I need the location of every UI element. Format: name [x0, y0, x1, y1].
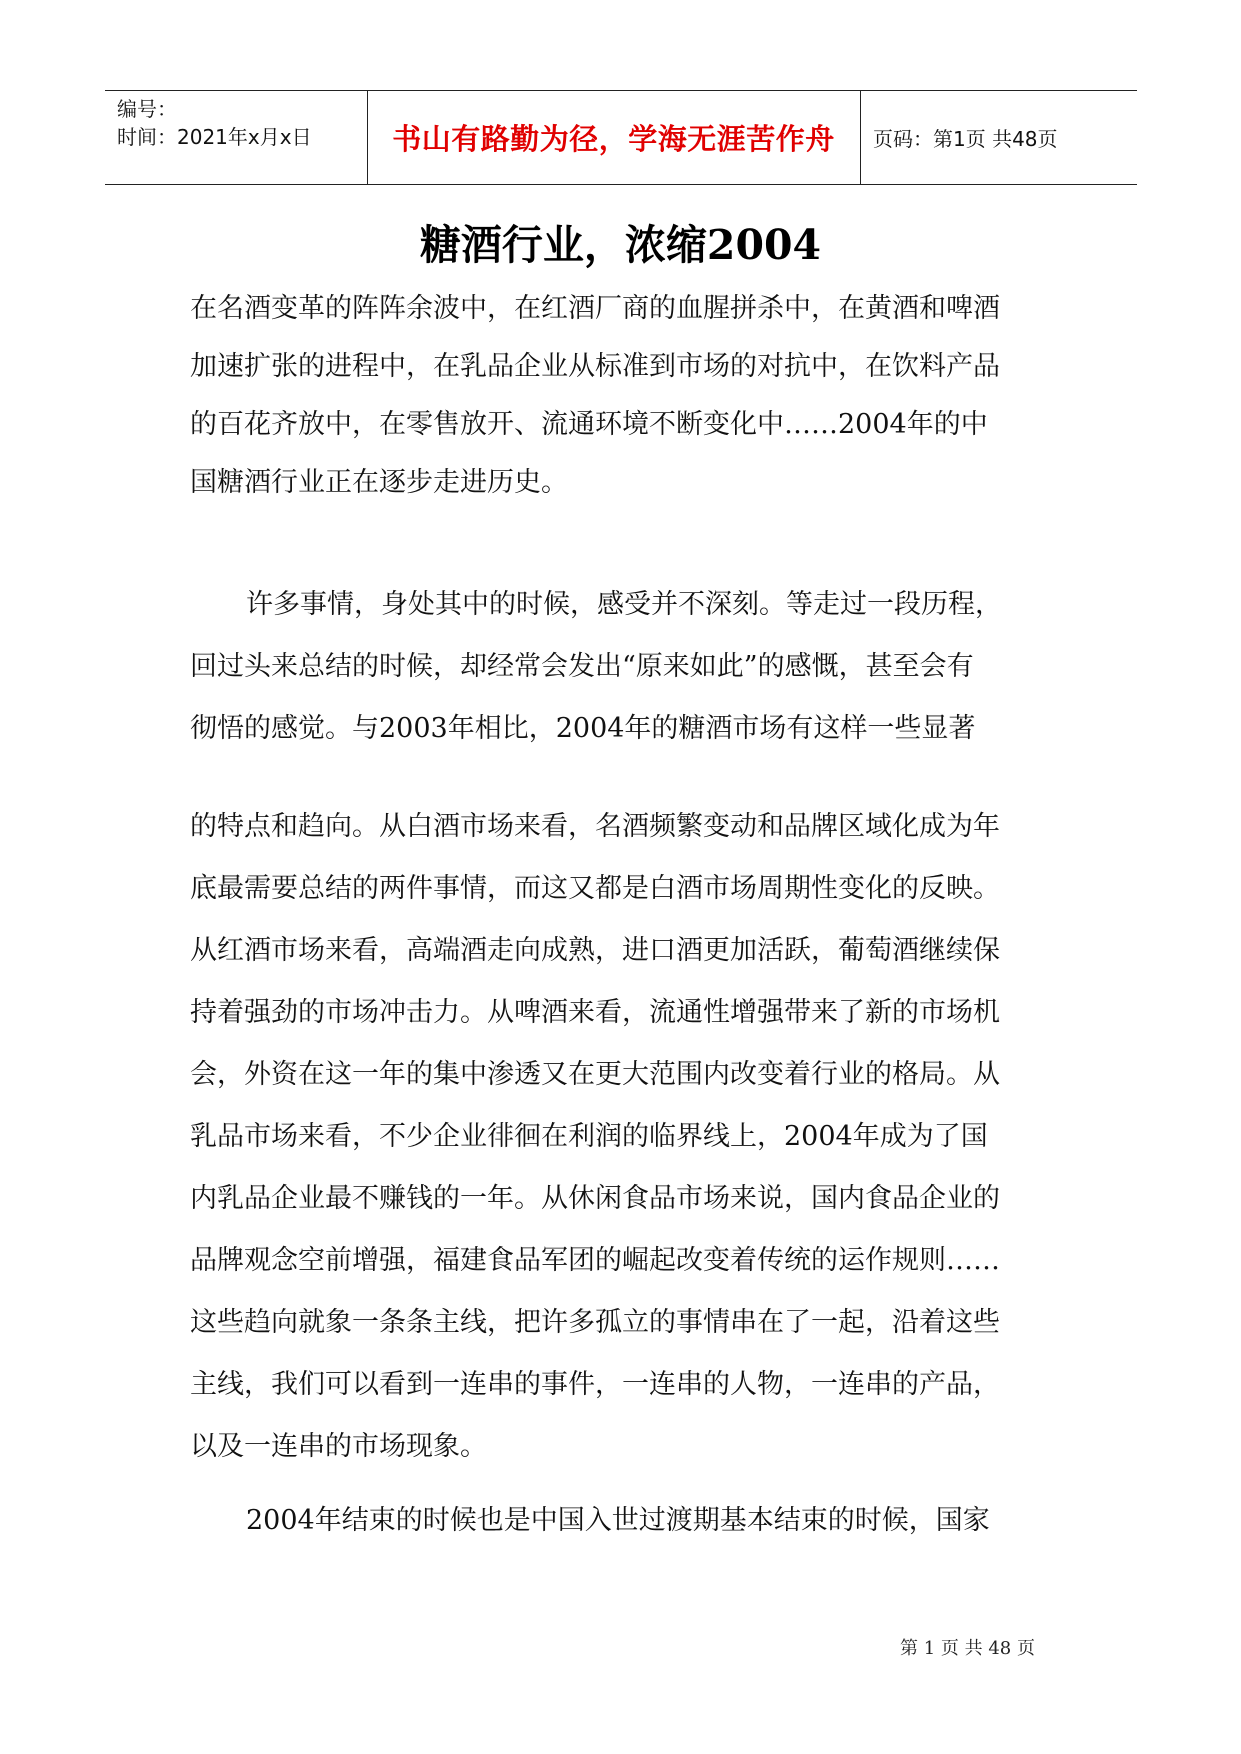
paragraph-line: 的特点和趋向。从白酒市场来看，名酒频繁变动和品牌区域化成为年: [190, 811, 1000, 842]
paragraph-line: 内乳品企业最不赚钱的一年。从休闲食品市场来说，国内食品企业的: [190, 1183, 1000, 1214]
paragraph-line: 回过头来总结的时候，却经常会发出“原来如此”的感慨，甚至会有: [190, 651, 974, 682]
header-motto: 书山有路勤为径，学海无涯苦作舟: [392, 122, 835, 156]
paragraph-line: 品牌观念空前增强，福建食品军团的崛起改变着传统的运作规则……: [190, 1245, 1000, 1276]
paragraph-line: 乳品市场来看，不少企业徘徊在利润的临界线上，2004年成为了国: [190, 1121, 988, 1152]
paragraph-line: 主线，我们可以看到一连串的事件，一连串的人物，一连串的产品，: [190, 1369, 1000, 1400]
paragraph-line: 底最需要总结的两件事情，而这又都是白酒市场周期性变化的反映。: [190, 873, 1000, 904]
paragraph-line: 在名酒变革的阵阵余波中，在红酒厂商的血腥拼杀中，在黄酒和啤酒: [190, 293, 1000, 324]
document-title: 糖酒行业，浓缩2004: [419, 221, 822, 269]
paragraph-line: 2004年结束的时候也是中国入世过渡期基本结束的时候，国家: [246, 1505, 990, 1536]
paragraph-line: 彻悟的感觉。与2003年相比，2004年的糖酒市场有这样一些显著: [190, 713, 976, 744]
serial-number-label: 编号：: [117, 97, 177, 121]
paragraph-line: 这些趋向就象一条条主线，把许多孤立的事情串在了一起，沿着这些: [190, 1307, 1000, 1338]
page-footer: 第 1 页 共 48 页: [900, 1638, 1035, 1659]
paragraph-line: 加速扩张的进程中，在乳品企业从标准到市场的对抗中，在饮料产品: [190, 351, 1000, 382]
paragraph-line: 以及一连串的市场现象。: [190, 1431, 487, 1462]
paragraph-line: 国糖酒行业正在逐步走进历史。: [190, 467, 568, 498]
header-divider: [860, 91, 861, 184]
paragraph-line: 的百花齐放中，在零售放开、流通环境不断变化中……2004年的中: [190, 409, 988, 440]
paragraph-line: 从红酒市场来看，高端酒走向成熟，进口酒更加活跃，葡萄酒继续保: [190, 935, 1000, 966]
paragraph-line: 许多事情，身处其中的时候，感受并不深刻。等走过一段历程，: [246, 589, 1002, 620]
time-label: 时间：2021年x月x日: [117, 125, 312, 149]
header-page-code: 页码：第1页 共48页: [873, 127, 1058, 151]
paragraph-line: 持着强劲的市场冲击力。从啤酒来看，流通性增强带来了新的市场机: [190, 997, 1000, 1028]
document-header: [105, 90, 1137, 185]
paragraph-line: 会，外资在这一年的集中渗透又在更大范围内改变着行业的格局。从: [190, 1059, 1000, 1090]
